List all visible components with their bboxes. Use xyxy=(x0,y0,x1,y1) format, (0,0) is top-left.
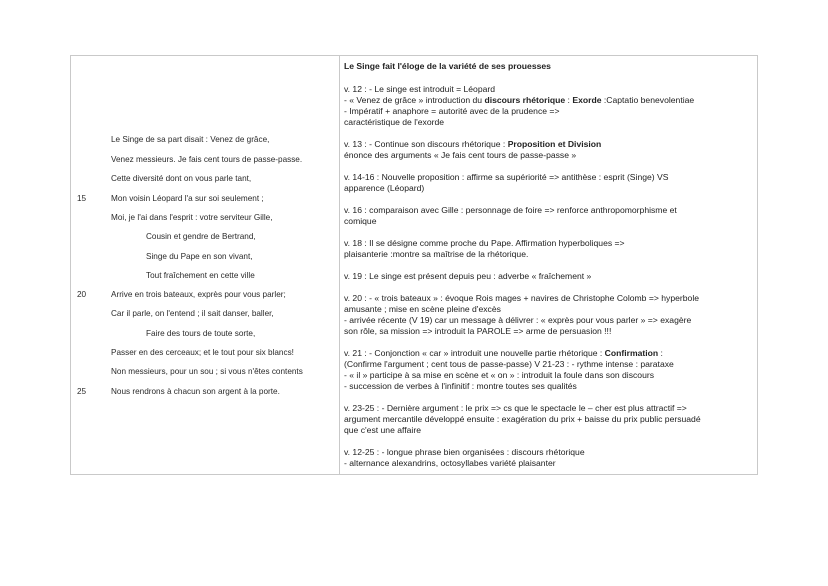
analysis-line: v. 12 : - Le singe est introduit = Léopard xyxy=(344,84,496,94)
poem-line: Non messieurs, pour un sou ; si vous n'êtes contents xyxy=(111,367,303,376)
analysis-block-v18 xyxy=(344,238,754,260)
analysis-line: argument mercantile développé ensuite : exagération du prix + baisse du prix public persuadé xyxy=(344,414,701,424)
analysis-column xyxy=(344,61,754,480)
poem-line: Arrive en trois bateaux, exprès pour vous parler; xyxy=(111,290,286,299)
analysis-block-v19 xyxy=(344,271,754,282)
analysis-block-v14-16 xyxy=(344,172,754,194)
poem-line: Faire des tours de toute sorte, xyxy=(146,329,256,338)
line-number: 25 xyxy=(77,387,87,396)
text-run: : xyxy=(565,95,573,105)
analysis-line: comique xyxy=(344,216,377,226)
analysis-line: v. 20 : - « trois bateaux » : évoque Rois mages + navires de Christophe Colomb => hyperbole xyxy=(344,293,700,303)
text-run: v. 21 : - Conjonction « car » introduit une nouvelle partie rhétorique : xyxy=(344,348,605,358)
text-run: - « Venez de grâce » introduction du xyxy=(344,95,485,105)
poem-line: Tout fraîchement en cette ville xyxy=(146,271,255,280)
analysis-line: - alternance alexandrins, octosyllabes variété plaisanter xyxy=(344,458,556,468)
line-number: 15 xyxy=(77,194,87,203)
poem-line: Cousin et gendre de Bertrand, xyxy=(146,232,256,241)
analysis-block-v23-25 xyxy=(344,403,754,436)
bold-term: Proposition et Division xyxy=(507,139,602,149)
analysis-line: caractéristique de l'exorde xyxy=(344,117,445,127)
analysis-line: v. 16 : comparaison avec Gille : personnage de foire => renforce anthropomorphisme et xyxy=(344,205,677,215)
analysis-block-v20 xyxy=(344,293,754,337)
analysis-title: Le Singe fait l'éloge de la variété de ses prouesses xyxy=(344,61,551,71)
analysis-line: - « il » participe à sa mise en scène et « on » : introduit la foule dans son discours xyxy=(344,370,655,380)
analysis-line: v. 23-25 : - Dernière argument : le prix => cs que le spectacle le – cher est plus attractif => xyxy=(344,403,687,413)
text-run: : xyxy=(658,348,663,358)
analysis-line: (Confirme l'argument ; cent tous de passe-passe) V 21-23 : - rythme intense : parataxe xyxy=(344,359,674,369)
poem-line: Le Singe de sa part disait : Venez de grâce, xyxy=(111,135,270,144)
analysis-line: v. 18 : Il se désigne comme proche du Pape. Affirmation hyperboliques => xyxy=(344,238,625,248)
analysis-line: amusante ; mise en scène pleine d'excès xyxy=(344,304,501,314)
poem-line: Moi, je l'ai dans l'esprit : votre serviteur Gille, xyxy=(111,213,273,222)
poem-line: Venez messieurs. Je fais cent tours de passe-passe. xyxy=(111,155,303,164)
poem-line: Nous rendrons à chacun son argent à la porte. xyxy=(111,387,280,396)
poem-line: Cette diversité dont on vous parle tant, xyxy=(111,174,252,183)
analysis-block-v13 xyxy=(344,139,754,161)
analysis-line: v. 14-16 : Nouvelle proposition : affirme sa supériorité => antithèse : esprit (Singe) VS xyxy=(344,172,669,182)
analysis-line: - succession de verbes à l'infinitif : montre toutes ses qualités xyxy=(344,381,577,391)
analysis-line: v. 12-25 : - longue phrase bien organisées : discours rhétorique xyxy=(344,447,585,457)
poem-line: Singe du Pape en son vivant, xyxy=(146,252,253,261)
analysis-block-v12 xyxy=(344,84,754,128)
bold-term: discours rhétorique xyxy=(484,95,566,105)
analysis-line: apparence (Léopard) xyxy=(344,183,425,193)
analysis-line: énonce des arguments « Je fais cent tours de passe-passe » xyxy=(344,150,577,160)
analysis-block-v21 xyxy=(344,348,754,392)
analysis-line xyxy=(344,95,754,106)
column-divider xyxy=(339,55,340,475)
analysis-line: - arrivée récente (V 19) car un message à délivrer : « exprès pour vous parler » => exagère xyxy=(344,315,692,325)
analysis-line xyxy=(344,348,754,359)
analysis-line: - Impératif + anaphore = autorité avec de la prudence => xyxy=(344,106,560,116)
poem-line: Passer en des cerceaux; et le tout pour six blancs! xyxy=(111,348,294,357)
text-run: :Captatio benevolentiae xyxy=(601,95,695,105)
poem-line: Car il parle, on l'entend ; il sait danser, baller, xyxy=(111,309,274,318)
line-number: 20 xyxy=(77,290,87,299)
analysis-block-v12-25 xyxy=(344,447,754,469)
analysis-line: plaisanterie :montre sa maîtrise de la rhétorique. xyxy=(344,249,529,259)
analysis-line xyxy=(344,139,754,150)
text-run: v. 13 : - Continue son discours rhétorique : xyxy=(344,139,508,149)
bold-term: Confirmation xyxy=(604,348,659,358)
poem-line: Mon voisin Léopard l'a sur soi seulement ; xyxy=(111,194,264,203)
analysis-line: que c'est une affaire xyxy=(344,425,421,435)
analysis-line: son rôle, sa mission => introduit la PAROLE => arme de persuasion !!! xyxy=(344,326,612,336)
analysis-line: v. 19 : Le singe est présent depuis peu : adverbe « fraîchement » xyxy=(344,271,592,281)
bold-term: Exorde xyxy=(572,95,602,105)
analysis-block-v16 xyxy=(344,205,754,227)
